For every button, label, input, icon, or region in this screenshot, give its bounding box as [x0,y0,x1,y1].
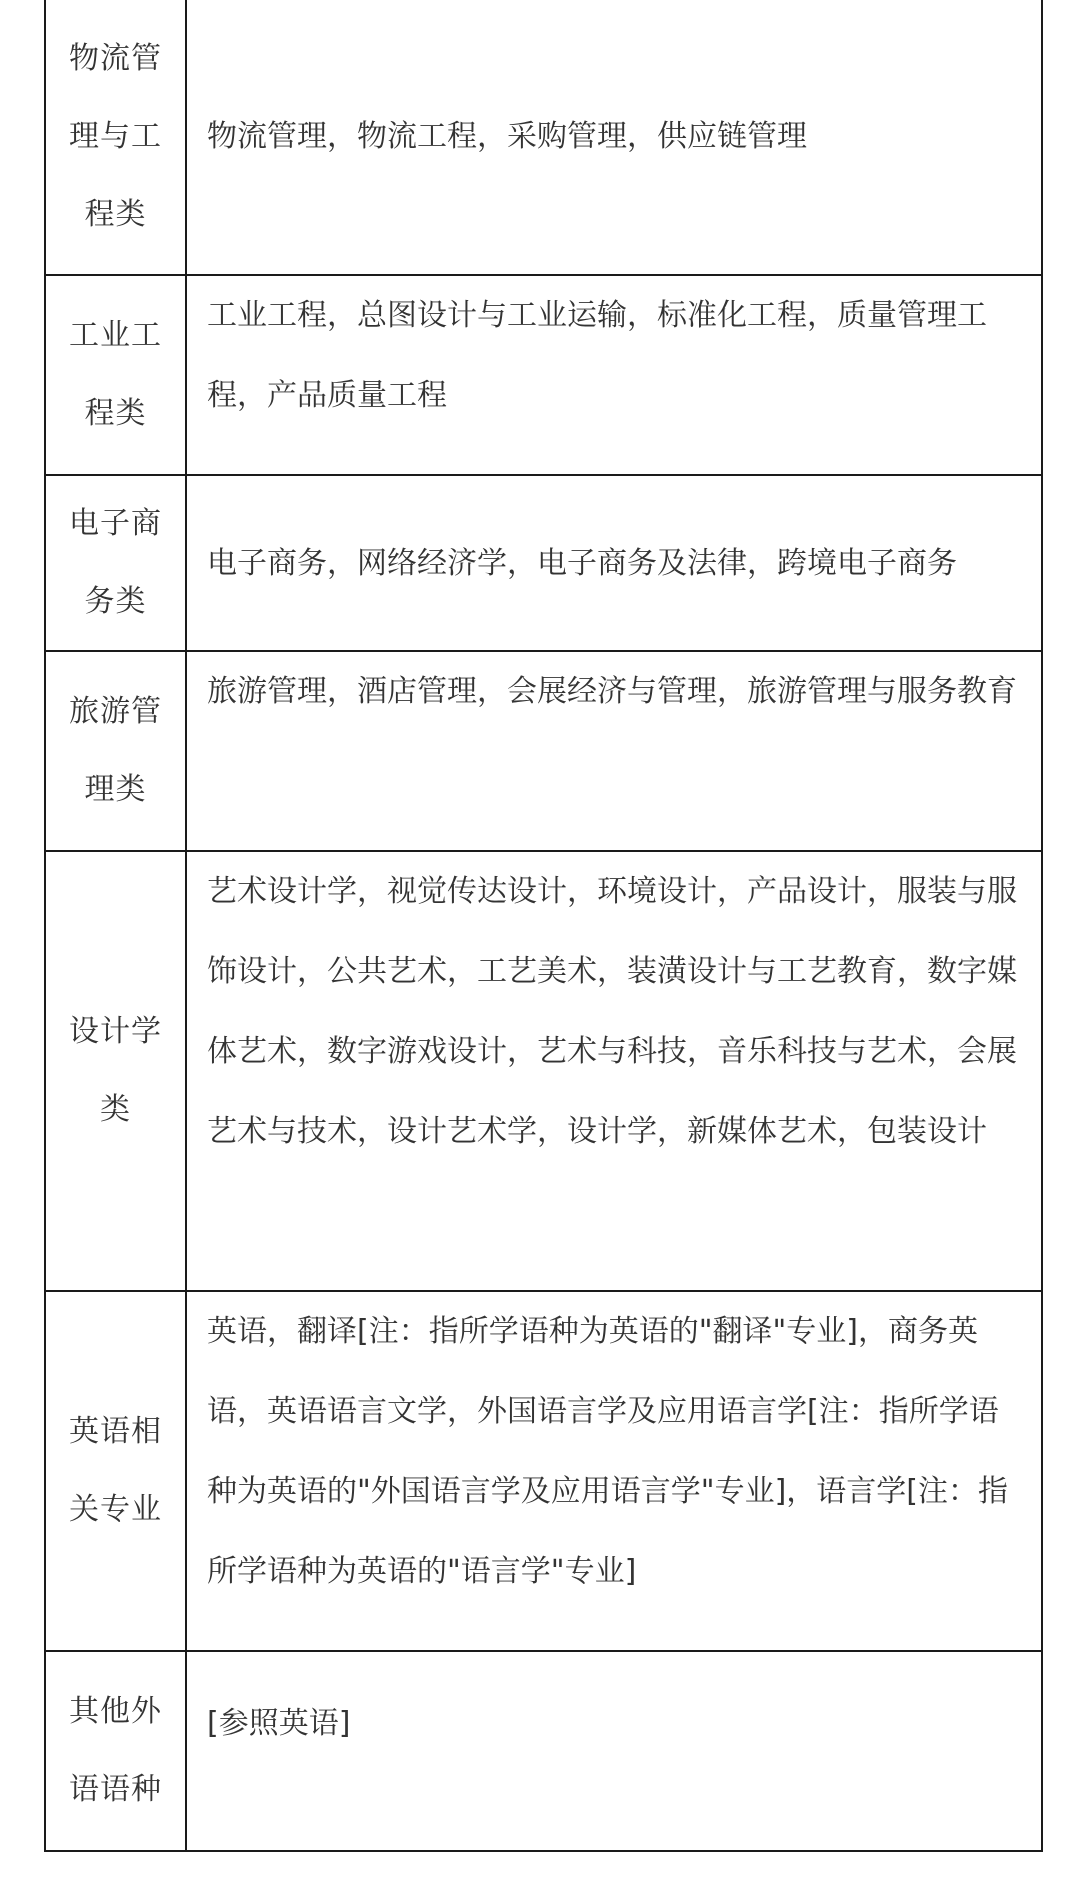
majors-table [44,0,1043,1852]
table-row [46,1292,1041,1652]
majors-cell: 英语，翻译[注：指所学语种为英语的"翻译"专业]，商务英语，英语语言文学，外国语言学及应用语言学[注：指所学语种为英语的"外国语言学及应用语言学"专业]，语言学[注：指所学语种为英语的"语言学"专业] [207,1314,1009,1589]
category-cell: 工业工程类 [46,276,187,474]
table-row [46,852,1041,1292]
majors-cell: [参照英语] [207,1706,351,1741]
table-row [46,276,1041,476]
category-cell: 其他外语语种 [46,1652,187,1850]
majors-cell: 物流管理，物流工程，采购管理，供应链管理 [207,119,807,154]
category-cell: 设计学类 [46,852,187,1290]
table-row [46,1652,1041,1852]
majors-cell: 工业工程，总图设计与工业运输，标准化工程，质量管理工程，产品质量工程 [207,298,987,413]
category-cell: 英语相关专业 [46,1292,187,1650]
table-row [46,652,1041,852]
majors-cell: 旅游管理，酒店管理，会展经济与管理，旅游管理与服务教育 [207,674,1017,709]
table-row [46,476,1041,652]
category-cell: 电子商务类 [46,476,187,650]
majors-cell: 艺术设计学，视觉传达设计，环境设计，产品设计，服装与服饰设计，公共艺术，工艺美术，装潢设计与工艺教育，数字媒体艺术，数字游戏设计，艺术与科技，音乐科技与艺术，会展艺术与技术，设计艺术学，设计学，新媒体艺术，包装设计 [207,874,1017,1149]
category-cell: 旅游管理类 [46,652,187,850]
majors-cell: 电子商务，网络经济学，电子商务及法律，跨境电子商务 [207,546,957,581]
category-cell: 物流管理与工程类 [46,0,187,274]
table-row [46,0,1041,276]
